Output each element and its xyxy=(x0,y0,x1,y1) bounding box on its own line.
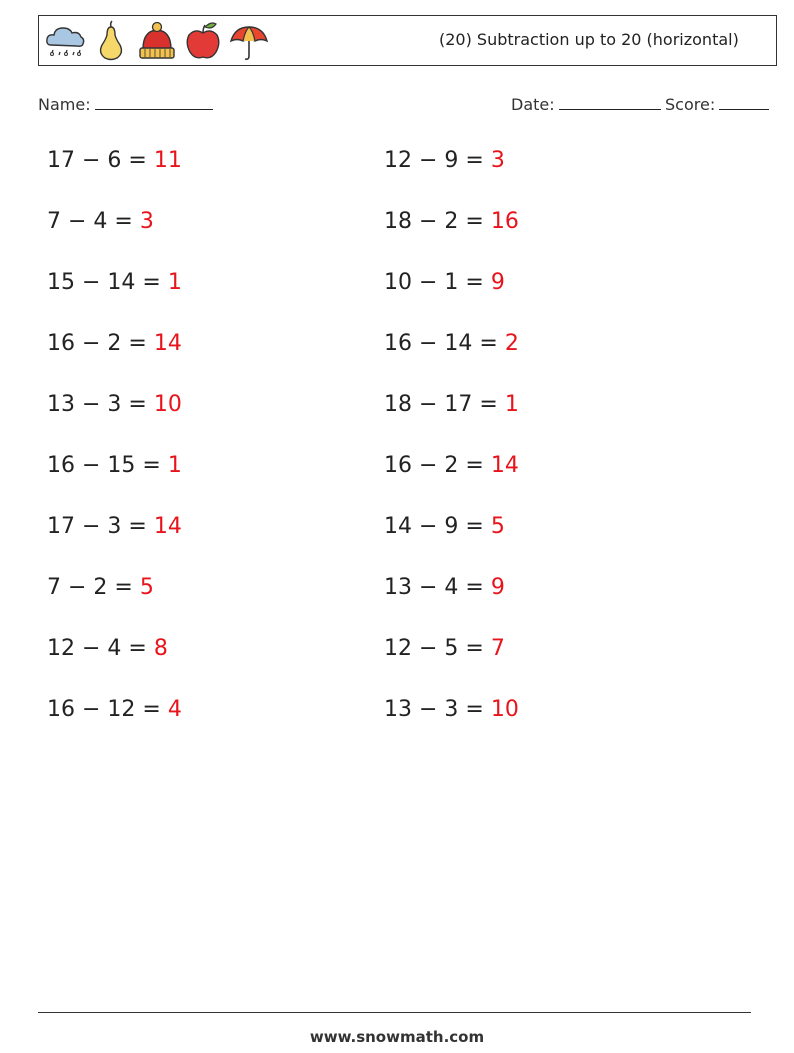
problem-answer: 4 xyxy=(167,697,182,722)
problem-answer: 8 xyxy=(153,636,168,661)
problem-item xyxy=(384,575,505,600)
problem-expression: 17 − 6 = xyxy=(47,148,147,173)
problem-answer: 10 xyxy=(490,697,519,722)
problem-answer: 14 xyxy=(490,453,519,478)
name-label: Name: xyxy=(38,95,91,114)
problem-answer: 1 xyxy=(504,392,519,417)
date-label: Date: xyxy=(511,95,555,114)
problem-expression: 17 − 3 = xyxy=(47,514,147,539)
problem-expression: 7 − 4 = xyxy=(47,209,133,234)
problem-answer: 14 xyxy=(153,514,182,539)
problem-item xyxy=(47,697,182,722)
footer-divider xyxy=(38,1012,751,1013)
problem-expression: 10 − 1 = xyxy=(384,270,484,295)
problem-answer: 9 xyxy=(490,575,505,600)
problem-item xyxy=(384,270,505,295)
name-blank[interactable] xyxy=(95,93,213,110)
problem-item xyxy=(47,331,182,356)
rain-cloud-icon xyxy=(43,19,87,63)
problem-expression: 16 − 14 = xyxy=(384,331,498,356)
umbrella-icon xyxy=(227,19,271,63)
problem-expression: 12 − 5 = xyxy=(384,636,484,661)
problem-item xyxy=(47,392,182,417)
problem-expression: 18 − 17 = xyxy=(384,392,498,417)
problem-answer: 9 xyxy=(490,270,505,295)
header-icons xyxy=(43,19,271,63)
date-blank[interactable] xyxy=(559,93,661,110)
problem-answer: 2 xyxy=(504,331,519,356)
problem-expression: 14 − 9 = xyxy=(384,514,484,539)
problem-answer: 10 xyxy=(153,392,182,417)
score-blank[interactable] xyxy=(719,93,769,110)
problem-item xyxy=(384,697,519,722)
problem-answer: 5 xyxy=(139,575,154,600)
problem-expression: 7 − 2 = xyxy=(47,575,133,600)
problem-item xyxy=(47,209,154,234)
problem-item xyxy=(384,392,519,417)
worksheet-header xyxy=(38,15,777,66)
problem-item xyxy=(384,331,519,356)
problem-answer: 5 xyxy=(490,514,505,539)
date-field xyxy=(511,93,661,114)
problem-item xyxy=(47,148,182,173)
problem-answer: 7 xyxy=(490,636,505,661)
problem-expression: 16 − 2 = xyxy=(384,453,484,478)
problem-item xyxy=(47,514,182,539)
problem-answer: 14 xyxy=(153,331,182,356)
problem-item xyxy=(384,636,505,661)
problem-expression: 13 − 3 = xyxy=(47,392,147,417)
problem-item xyxy=(384,209,519,234)
score-label: Score: xyxy=(665,95,716,114)
problem-item xyxy=(384,453,519,478)
score-field xyxy=(665,93,769,114)
problem-expression: 13 − 4 = xyxy=(384,575,484,600)
problem-answer: 11 xyxy=(153,148,182,173)
problem-answer: 1 xyxy=(167,453,182,478)
name-field xyxy=(38,93,213,114)
problem-item xyxy=(384,148,505,173)
problem-item xyxy=(47,453,182,478)
footer-url: www.snowmath.com xyxy=(309,1028,485,1046)
problem-expression: 18 − 2 = xyxy=(384,209,484,234)
problem-expression: 13 − 3 = xyxy=(384,697,484,722)
problem-expression: 15 − 14 = xyxy=(47,270,161,295)
apple-icon xyxy=(181,19,225,63)
problem-item xyxy=(47,575,154,600)
worksheet-title: (20) Subtraction up to 20 (horizontal) xyxy=(439,30,739,49)
problem-item xyxy=(47,270,182,295)
problem-expression: 16 − 12 = xyxy=(47,697,161,722)
problem-expression: 12 − 4 = xyxy=(47,636,147,661)
pear-icon xyxy=(89,19,133,63)
problem-answer: 3 xyxy=(139,209,154,234)
problem-expression: 12 − 9 = xyxy=(384,148,484,173)
problem-answer: 1 xyxy=(167,270,182,295)
problem-item xyxy=(47,636,168,661)
winter-hat-icon xyxy=(135,19,179,63)
problem-answer: 16 xyxy=(490,209,519,234)
problem-answer: 3 xyxy=(490,148,505,173)
problem-item xyxy=(384,514,505,539)
problem-expression: 16 − 15 = xyxy=(47,453,161,478)
problem-expression: 16 − 2 = xyxy=(47,331,147,356)
